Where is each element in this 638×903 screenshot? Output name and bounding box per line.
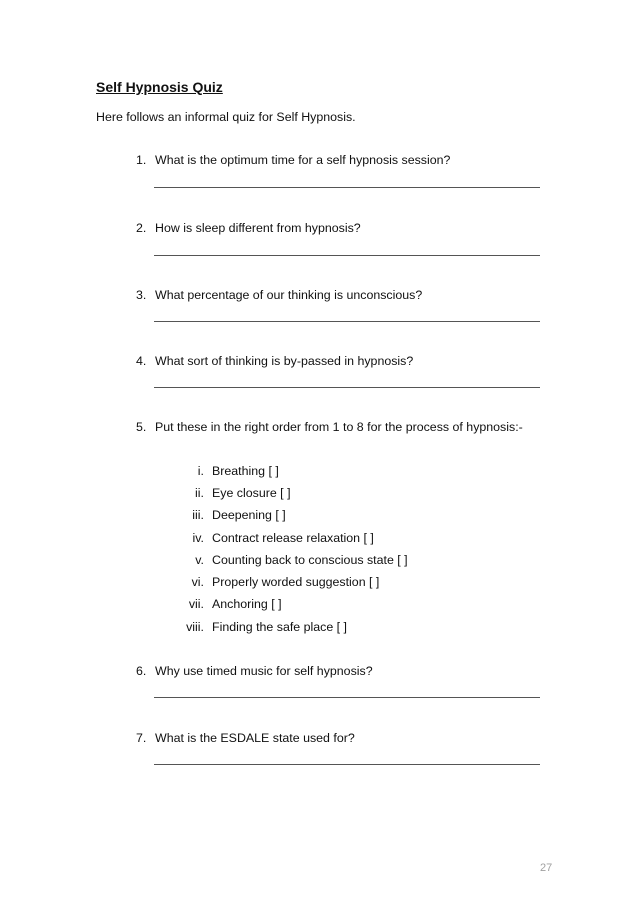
page-number: 27	[540, 862, 553, 874]
question-number: 3.	[136, 288, 147, 302]
question-text: What is the ESDALE state used for?	[155, 731, 355, 745]
question-text: What is the optimum time for a self hypnosis session?	[155, 153, 451, 167]
order-item-text: Finding the safe place [ ]	[212, 620, 348, 634]
order-item-numeral: i.	[197, 464, 204, 478]
order-item-text: Anchoring [ ]	[212, 597, 282, 611]
question-number: 1.	[136, 153, 147, 167]
question-number: 2.	[136, 221, 147, 235]
order-item-text: Eye closure [ ]	[212, 486, 291, 500]
answer-line[interactable]	[154, 187, 540, 188]
question-number: 5.	[136, 420, 147, 434]
order-item-numeral: v.	[195, 553, 204, 567]
order-item-numeral: vii.	[188, 597, 204, 611]
answer-line[interactable]	[154, 321, 540, 322]
question-text: What percentage of our thinking is unconscious?	[155, 288, 423, 302]
order-item-numeral: ii.	[195, 486, 204, 500]
order-item-numeral: viii.	[186, 620, 204, 634]
answer-line[interactable]	[154, 697, 540, 698]
page-title: Self Hypnosis Quiz	[96, 79, 223, 95]
question-text: Put these in the right order from 1 to 8 for the process of hypnosis:-	[155, 420, 523, 434]
question-text: How is sleep different from hypnosis?	[155, 221, 361, 235]
answer-line[interactable]	[154, 387, 540, 388]
intro-text: Here follows an informal quiz for Self Hypnosis.	[96, 110, 356, 124]
question-number: 7.	[136, 731, 147, 745]
order-item-numeral: iii.	[192, 508, 204, 522]
answer-line[interactable]	[154, 255, 540, 256]
answer-line[interactable]	[154, 764, 540, 765]
order-item-text: Properly worded suggestion [ ]	[212, 575, 380, 589]
order-item-numeral: vi.	[191, 575, 204, 589]
question-number: 6.	[136, 664, 147, 678]
order-item-text: Counting back to conscious state [ ]	[212, 553, 408, 567]
order-item-text: Deepening [ ]	[212, 508, 286, 522]
question-text: What sort of thinking is by-passed in hypnosis?	[155, 354, 414, 368]
question-text: Why use timed music for self hypnosis?	[155, 664, 373, 678]
order-item-text: Breathing [ ]	[212, 464, 279, 478]
order-item-text: Contract release relaxation [ ]	[212, 531, 374, 545]
order-item-numeral: iv.	[192, 531, 204, 545]
question-number: 4.	[136, 354, 147, 368]
